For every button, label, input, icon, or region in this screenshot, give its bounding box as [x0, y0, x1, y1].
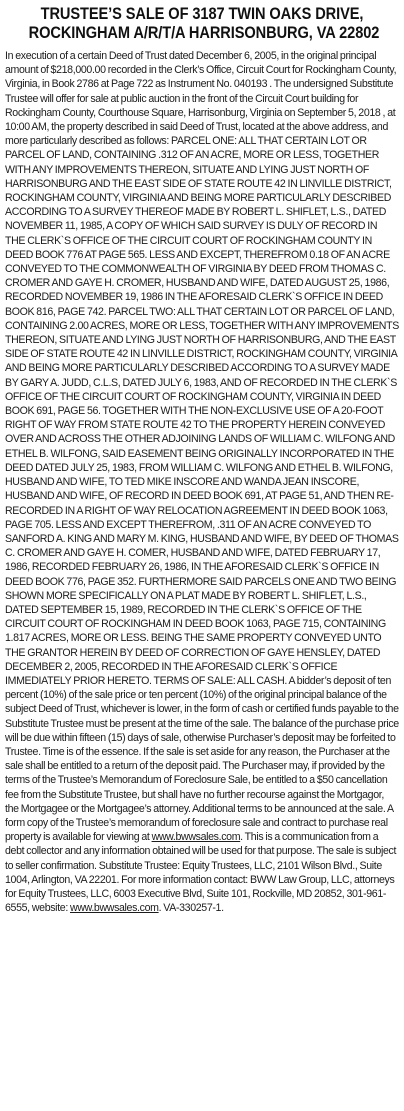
notice-headline	[28, 4, 380, 42]
notice-reference-number: . VA-330257-1.	[158, 902, 224, 915]
headline-line-1: TRUSTEE’S SALE OF 3187 TWIN OAKS DRIVE,	[40, 4, 364, 23]
notice-body-main: In execution of a certain Deed of Trust dated December 6, 2005, in the original principal amount of $218,000.00 recorded in the Clerk’s Office, Circuit Court for Rockingham County, Virginia, in Book 2786 at Page 722 as Instrument No. 040193 . The undersigned Substitute Trustee will offer for sale at public auction in the front of the Circuit Court building for Rockingham County, Courthouse Square, Harrisonburg, Virginia on September 5, 2018 , at 10:00 AM, the property described in said Deed of Trust, located at the above address, and more particularly described as follows: PARCEL ONE: ALL THAT CERTAIN LOT OR PARCEL OF LAND, CONTAINING .312 OF AN ACRE, MORE OR LESS, TOGETHER WITH ANY IMPROVEMENTS THEREON, SITUATE AND LYING JUST NORTH OF HARRISONBURG AND THE EAST SIDE OF STATE ROUTE 42 IN LINVILLE DISTRICT, ROCKINGHAM COUNTY, VIRGINIA AND BEING MORE PARTICULARLY DESCRIBED ACCORDING TO A SURVEY THEREOF MADE BY ROBERT L. SHIFLET, L.S., DATED NOVEMBER 11, 1985, A COPY OF WHICH SAID SURVEY IS DULY OF RECORD IN THE CLERK`S OFFICE OF THE CIRCUIT COURT OF ROCKINGHAM COUNTY IN DEED BOOK 776 AT PAGE 565. LESS AND EXCEPT, THEREFROM 0.18 OF AN ACRE CONVEYED TO THE COMMONWEALTH OF VIRGINIA BY DEED FROM THOMAS C. CROMER AND GAYE H. CROMER, HUSBAND AND WIFE, DATED AUGUST 25, 1986, RECORDED NOVEMBER 19, 1986 IN THE AFORESAID CLERK`S OFFICE IN DEED BOOK 816, PAGE 742. PARCEL TWO: ALL THAT CERTAIN LOT OR PARCEL OF LAND, CONTAINING 2.00 ACRES, MORE OR LESS, TOGETHER WITH ANY IMPROVEMENTS THEREON, SITUATE AND LYING JUST NORTH OF HARRISONBURG, AND THE EAST SIDE OF STATE ROUTE 42 IN LINVILLE DISTRICT, ROCKINGHAM COUNTY, VIRGINIA AND BEING MORE PARTICULARLY DESCRIBED ACCORDING TO A SURVEY MADE BY GARY A. JUDD, C.L.S, DATED JULY 6, 1983, AND OF RECORDED IN THE CLERK`S OFFICE OF THE CIRCUIT COURT OF ROCKINGHAM COUNTY, VIRGINIA IN DEED BOOK 691, PAGE 56. TOGETHER WITH THE NON-EXCLUSIVE USE OF A 20-FOOT RIGHT OF WAY FROM STATE ROUTE 42 TO THE PROPERTY HEREIN CONVEYED OVER AND ACROSS THE OTHER ADJOINING LANDS OF WILLIAM C. WILFONG AND ETHEL B. WILFONG, SAID EASEMENT BEING ORIGINALLY INCORPORATED IN THE DEED DATED JULY 25, 1983, FROM WILLIAM C. WILFONG AND ETHEL B. WILFONG, HUSBAND AND WIFE, TO TED MIKE INSCORE AND WANDA JEAN INSCORE, HUSBAND AND WIFE, OF RECORD IN DEED BOOK 691, AT PAGE 51, AND THEN RE-RECORDED IN A RIGHT OF WAY RELOCATION AGREEMENT IN DEED BOOK 1063, PAGE 705. LESS AND EXCEPT THEREFROM, .311 OF AN ACRE CONVEYED TO SANFORD A. KING AND MARY M. KING, HUSBAND AND WIFE, BY DEED OF THOMAS C. CROMER AND GAYE H. COMER, HUSBAND AND WIFE, DATED FEBRUARY 17, 1986, RECORDED FEBRUARY 26, 1986, IN THE AFORESAID CLERK`S OFFICE IN DEED BOOK 776, PAGE 352. FURTHERMORE SAID PARCELS ONE AND TWO BEING SHOWN MORE SPECIFICALLY ON A PLAT MADE BY ROBERT L. SHIFLET, L.S., DATED SEPTEMBER 15, 1989, RECORDED IN THE CLERK`S OFFICE OF THE CIRCUIT COURT OF ROCKINGHAM IN DEED BOOK 1063, PAGE 715, CONTAINING 1.817 ACRES, MORE OR LESS. BEING THE SAME PROPERTY CONVEYED UNTO THE GRANTOR HEREIN BY DEED OF CORRECTION OF GAYE HENSLEY, DATED DECEMBER 2, 2005, RECORDED IN THE AFORESAID CLERK`S OFFICE IMMEDIATELY PRIOR HERETO. TERMS OF SALE: ALL CASH. A bidder’s deposit of ten percent (10%) of the sale price or ten percent (10%) of the original principal balance of the subject Deed of Trust, whichever is lower, in the form of cash or certified funds payable to the Substitute Trustee must be present at the time of the sale. The balance of the purchase price will be due within fifteen (15) days of sale, otherwise Purchaser’s deposit may be forfeited to Trustee. Time is of the essence. If the sale is set aside for any reason, the Purchaser at the sale shall be entitled to a return of the deposit paid. The Purchaser may, if provided by the terms of the Trustee’s Memorandum of Foreclosure Sale, be entitled to a $50 cancellation fee from the Substitute Trustee, but shall have no further recourse against the Mortgagor, the Mortgagee or the Mortgagee’s attorney. Additional terms to be announced at the sale. A form copy of the Trustee’s memorandum of foreclosure sale and contract to purchase real property is available for viewing at	[5, 50, 399, 844]
bwwsales-link[interactable]: www.bwwsales.com	[151, 831, 241, 844]
headline-line-2: ROCKINGHAM A/R/T/A HARRISONBURG, VA 22802	[28, 23, 380, 42]
notice-body	[5, 49, 399, 915]
bwwsales-website-link[interactable]: www.bwwsales.com	[70, 902, 159, 915]
notice-body-contact: . This is a communication from a debt collector and any information obtained will be used for that purpose. The sale is subject to seller confirmation. Substitute Trustee: Equity Trustees, LLC, 2101 Wilson Blvd., Suite 1004, Arlington, VA 22201. For more information contact: BWW Law Group, LLC, attorneys for Equity Trustees, LLC, 6003 Executive Blvd, Suite 101, Rockville, MD 20852, 301-961-6555, website:	[5, 831, 397, 915]
